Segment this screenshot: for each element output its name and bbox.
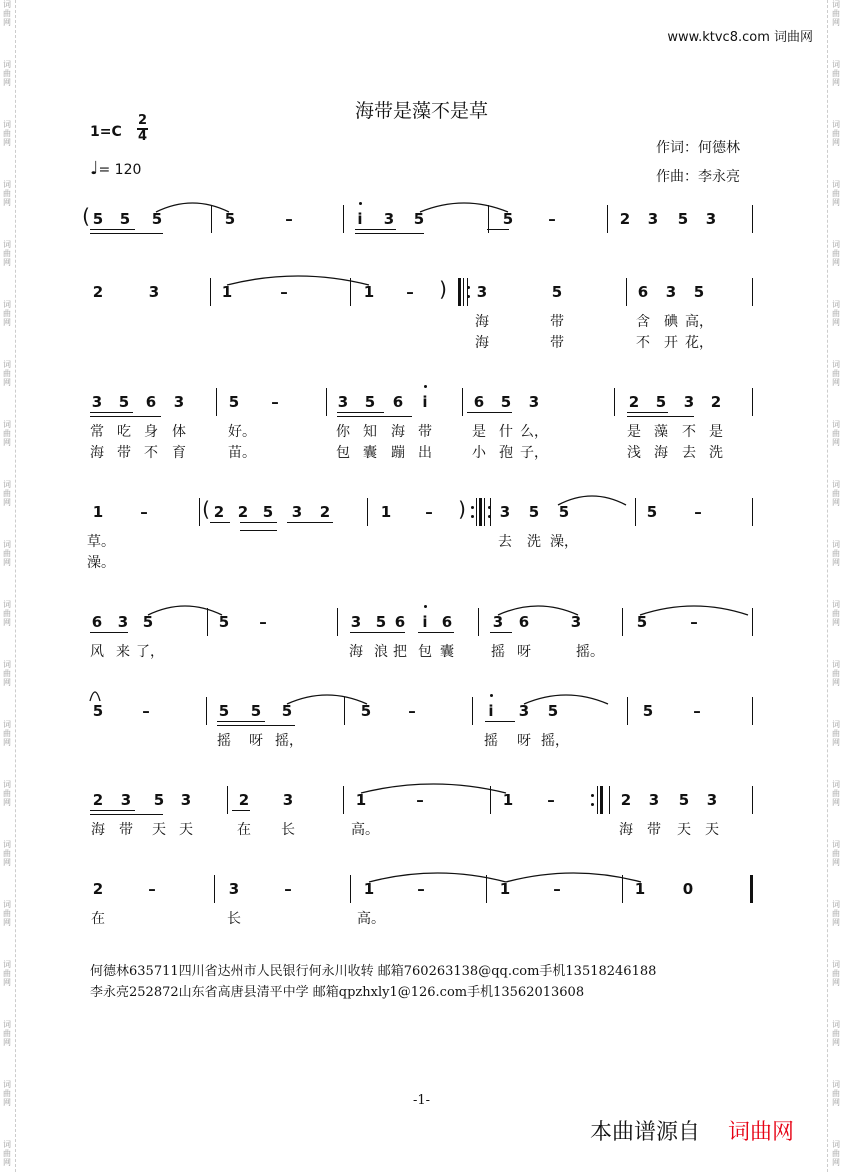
note: 5 [364, 393, 376, 411]
lyric-verse-2: 子， [520, 445, 548, 461]
note: 5 [142, 613, 154, 631]
time-bottom: 4 [137, 129, 148, 144]
lyric-verse-2: 出 [418, 445, 432, 461]
watermark-mark: 词 曲 网 [832, 120, 840, 147]
quarter-note-icon: ♩ [90, 158, 99, 179]
lyric-verse-2: 不 [636, 335, 650, 351]
lyric-verse-1: 天 [705, 822, 719, 838]
note: 6 [392, 393, 404, 411]
watermark-mark: 词 曲 网 [832, 960, 840, 987]
note: 5 [375, 613, 387, 631]
note: 1 [380, 503, 392, 521]
lyricist: 作词：何德林 [656, 140, 740, 156]
note: 5 [92, 210, 104, 228]
watermark-mark: 词 曲 网 [3, 960, 11, 987]
note: 5 [92, 702, 104, 720]
note: 1 [499, 880, 511, 898]
note: – [284, 880, 292, 898]
lyric-verse-1: 长 [227, 911, 241, 927]
note: – [259, 613, 267, 631]
watermark-mark: 词 曲 网 [3, 780, 11, 807]
lyric-verse-1: 藻 [654, 424, 668, 440]
key-signature: 1=C [90, 124, 122, 140]
note: 6 [91, 613, 103, 631]
note: 5 [502, 210, 514, 228]
lyric-verse-1: 是 [709, 424, 723, 440]
note: 5 [678, 791, 690, 809]
song-title: 海带是藻不是草 [354, 100, 488, 122]
lyric-verse-1: 海 [619, 822, 633, 838]
watermark-mark: 词 曲 网 [832, 300, 840, 327]
lyric-verse-1: 高， [685, 314, 713, 330]
note: – [406, 283, 414, 301]
note: – [417, 880, 425, 898]
lyric-verse-1: 海 [91, 822, 105, 838]
lyric-verse-2: 小 [472, 445, 486, 461]
note: 1 [363, 880, 375, 898]
note: ) [458, 497, 466, 521]
lyric-verse-1: 吃 [117, 424, 131, 440]
lyric-verse-1: 碘 [664, 314, 678, 330]
note: 5 [250, 702, 262, 720]
watermark-mark: 词 曲 网 [832, 1020, 840, 1047]
note: – [416, 791, 424, 809]
note: 5 [677, 210, 689, 228]
note: 3 [180, 791, 192, 809]
slur [90, 692, 100, 701]
lyric-verse-2: 澡。 [87, 555, 115, 571]
watermark-mark: 词 曲 网 [3, 540, 11, 567]
site-url: www.ktvc8.com 词曲网 [667, 30, 813, 45]
note: i [422, 613, 428, 631]
lyric-verse-2: 花， [685, 335, 713, 351]
note: 3 [665, 283, 677, 301]
lyric-verse-1: 带 [119, 822, 133, 838]
lyric-verse-1: 包 [418, 644, 432, 660]
note: ( [82, 204, 90, 228]
watermark-mark: 词 曲 网 [832, 0, 840, 27]
lyric-verse-1: 呀 [517, 644, 531, 660]
note: 3 [91, 393, 103, 411]
lyric-verse-1: 摇， [275, 733, 303, 749]
slur [640, 606, 748, 615]
lyric-verse-2: 海 [475, 335, 489, 351]
note: 5 [218, 613, 230, 631]
note: 3 [173, 393, 185, 411]
note: – [547, 791, 555, 809]
note: 5 [693, 283, 705, 301]
note: 6 [518, 613, 530, 631]
lyric-verse-1: 把 [393, 644, 407, 660]
note: 5 [528, 503, 540, 521]
lyric-verse-2: 去 [682, 445, 696, 461]
note: – [694, 503, 702, 521]
lyric-verse-1: 澡， [550, 534, 578, 550]
lyric-verse-1: 呀 [517, 733, 531, 749]
slur [287, 695, 367, 704]
note: 6 [637, 283, 649, 301]
note: – [693, 702, 701, 720]
watermark-mark: 词 曲 网 [832, 780, 840, 807]
lyric-verse-1: 含 [636, 314, 650, 330]
note: – [271, 393, 279, 411]
lyric-verse-1: 囊 [440, 644, 454, 660]
note: 1 [355, 791, 367, 809]
note: 1 [363, 283, 375, 301]
note: 0 [682, 880, 694, 898]
note: 5 [646, 503, 658, 521]
time-top: 2 [137, 113, 148, 128]
slur [361, 784, 506, 793]
note: 6 [394, 613, 406, 631]
note: 5 [642, 702, 654, 720]
note: ) [439, 277, 447, 301]
slur [420, 203, 508, 212]
watermark-mark: 词 曲 网 [3, 1140, 11, 1167]
note: 6 [145, 393, 157, 411]
note: 2 [619, 210, 631, 228]
note: – [408, 702, 416, 720]
lyric-verse-1: 摇 [484, 733, 498, 749]
watermark-mark: 词 曲 网 [832, 900, 840, 927]
note: 3 [492, 613, 504, 631]
lyric-verse-2: 开 [664, 335, 678, 351]
slur [558, 496, 626, 505]
note: 2 [238, 791, 250, 809]
watermark-mark: 词 曲 网 [832, 420, 840, 447]
note: 3 [291, 503, 303, 521]
note: 3 [705, 210, 717, 228]
note: 5 [558, 503, 570, 521]
lyric-verse-2: 苗。 [228, 445, 256, 461]
note: 5 [262, 503, 274, 521]
note: – [142, 702, 150, 720]
note: ( [202, 497, 210, 521]
note: 2 [319, 503, 331, 521]
watermark-mark: 词 曲 网 [3, 600, 11, 627]
lyric-verse-2: 海 [90, 445, 104, 461]
lyric-verse-2: 带 [117, 445, 131, 461]
note: 3 [337, 393, 349, 411]
note: 2 [92, 791, 104, 809]
note: 3 [683, 393, 695, 411]
slur [369, 873, 506, 882]
watermark-mark: 词 曲 网 [3, 420, 11, 447]
note: 2 [710, 393, 722, 411]
lyric-verse-1: 不 [682, 424, 696, 440]
lyric-verse-1: 呀 [249, 733, 263, 749]
watermark-mark: 词 曲 网 [3, 240, 11, 267]
lyric-verse-2: 孢 [499, 445, 513, 461]
slur [506, 873, 641, 882]
lyric-verse-2: 浅 [627, 445, 641, 461]
lyric-verse-1: 么， [520, 424, 548, 440]
note: 1 [634, 880, 646, 898]
note: i [357, 210, 363, 228]
note: 5 [551, 283, 563, 301]
lyric-verse-2: 海 [654, 445, 668, 461]
note: 5 [151, 210, 163, 228]
note: 3 [570, 613, 582, 631]
slur [498, 606, 578, 615]
note: 5 [228, 393, 240, 411]
lyric-verse-1: 天 [677, 822, 691, 838]
watermark-mark: 词 曲 网 [832, 1080, 840, 1107]
lyric-verse-1: 摇 [491, 644, 505, 660]
lyric-verse-1: 了， [136, 644, 164, 660]
lyric-verse-1: 来 [116, 644, 130, 660]
watermark-mark: 词 曲 网 [3, 120, 11, 147]
note: 2 [620, 791, 632, 809]
lyric-verse-1: 海 [391, 424, 405, 440]
note: i [422, 393, 428, 411]
lyric-verse-1: 带 [647, 822, 661, 838]
lyric-verse-1: 高。 [351, 822, 379, 838]
note: 5 [218, 702, 230, 720]
note: 5 [547, 702, 559, 720]
watermark-mark: 词 曲 网 [3, 720, 11, 747]
note: 5 [360, 702, 372, 720]
note: 2 [92, 283, 104, 301]
lyric-verse-1: 去 [498, 534, 512, 550]
note: 2 [92, 880, 104, 898]
lyric-verse-2: 育 [172, 445, 186, 461]
lyric-verse-2: 洗 [709, 445, 723, 461]
note: 5 [636, 613, 648, 631]
note: 3 [383, 210, 395, 228]
watermark-mark: 词 曲 网 [3, 300, 11, 327]
lyric-verse-1: 在 [91, 911, 105, 927]
note: 3 [148, 283, 160, 301]
note: 1 [92, 503, 104, 521]
note: – [285, 210, 293, 228]
watermark-mark: 词 曲 网 [832, 840, 840, 867]
note: 3 [120, 791, 132, 809]
note: 3 [648, 791, 660, 809]
note: 2 [628, 393, 640, 411]
note: 1 [502, 791, 514, 809]
note: 2 [237, 503, 249, 521]
note: 5 [119, 210, 131, 228]
watermark-mark: 词 曲 网 [832, 540, 840, 567]
watermark-mark: 词 曲 网 [832, 600, 840, 627]
watermark-mark: 词 曲 网 [832, 60, 840, 87]
watermark-mark: 词 曲 网 [832, 720, 840, 747]
lyric-verse-1: 天 [152, 822, 166, 838]
note: 2 [213, 503, 225, 521]
watermark-mark: 词 曲 网 [832, 480, 840, 507]
source-label: 本曲谱源自 [590, 1120, 701, 1145]
lyric-verse-1: 风 [90, 644, 104, 660]
watermark-mark: 词 曲 网 [832, 180, 840, 207]
watermark-mark: 词 曲 网 [832, 360, 840, 387]
lyric-verse-1: 摇， [541, 733, 569, 749]
lyric-verse-1: 体 [172, 424, 186, 440]
note: – [280, 283, 288, 301]
watermark-mark: 词 曲 网 [3, 60, 11, 87]
watermark-mark: 词 曲 网 [3, 180, 11, 207]
note: 5 [655, 393, 667, 411]
footer-line-2: 李永亮252872山东省高唐县清平中学 邮箱qpzhxly1@126.com手机13562013608 [90, 985, 585, 1000]
lyric-verse-1: 在 [237, 822, 251, 838]
note: – [553, 880, 561, 898]
lyric-verse-1: 带 [550, 314, 564, 330]
lyric-verse-1: 什 [499, 424, 513, 440]
note: 3 [228, 880, 240, 898]
tempo-value: = 120 [98, 162, 142, 178]
lyric-verse-1: 洗 [527, 534, 541, 550]
lyric-verse-2: 蹦 [391, 445, 405, 461]
watermark-mark: 词 曲 网 [3, 360, 11, 387]
lyric-verse-2: 包 [336, 445, 350, 461]
note: – [425, 503, 433, 521]
lyric-verse-1: 是 [472, 424, 486, 440]
slur [227, 276, 369, 285]
lyric-verse-1: 好。 [228, 424, 256, 440]
lyric-verse-1: 长 [281, 822, 295, 838]
note: 3 [518, 702, 530, 720]
note: 3 [706, 791, 718, 809]
watermark-mark: 词 曲 网 [3, 660, 11, 687]
note: 3 [528, 393, 540, 411]
slur [156, 203, 229, 212]
watermark-mark: 词 曲 网 [3, 900, 11, 927]
composer: 作曲：李永亮 [656, 169, 740, 185]
watermark-mark: 词 曲 网 [3, 1020, 11, 1047]
note: 1 [221, 283, 233, 301]
note: 5 [118, 393, 130, 411]
lyric-verse-1: 摇。 [576, 644, 604, 660]
note: 3 [350, 613, 362, 631]
note: 3 [499, 503, 511, 521]
watermark-mark: 词 曲 网 [832, 660, 840, 687]
lyric-verse-1: 是 [627, 424, 641, 440]
note: 3 [476, 283, 488, 301]
page-number: -1- [412, 1093, 431, 1108]
lyric-verse-1: 天 [179, 822, 193, 838]
note: 5 [224, 210, 236, 228]
note: 3 [647, 210, 659, 228]
lyric-verse-1: 草。 [87, 534, 115, 550]
slur [148, 606, 222, 615]
lyric-verse-1: 浪 [374, 644, 388, 660]
footer-line-1: 何德林635711四川省达州市人民银行何永川收转 邮箱760263138@qq.com手机13518246188 [90, 964, 657, 979]
lyric-verse-1: 你 [336, 424, 350, 440]
lyric-verse-1: 身 [144, 424, 158, 440]
note: 6 [473, 393, 485, 411]
note: 3 [117, 613, 129, 631]
lyric-verse-1: 知 [363, 424, 377, 440]
watermark-mark: 词 曲 网 [3, 480, 11, 507]
watermark-mark: 词 曲 网 [3, 1080, 11, 1107]
watermark-mark: 词 曲 网 [832, 1140, 840, 1167]
lyric-verse-1: 海 [349, 644, 363, 660]
note: 3 [282, 791, 294, 809]
lyric-verse-1: 常 [90, 424, 104, 440]
note: – [140, 503, 148, 521]
watermark-mark: 词 曲 网 [3, 0, 11, 27]
lyric-verse-1: 摇 [217, 733, 231, 749]
lyric-verse-1: 海 [475, 314, 489, 330]
watermark-mark: 词 曲 网 [3, 840, 11, 867]
note: – [690, 613, 698, 631]
note: 5 [500, 393, 512, 411]
note: – [148, 880, 156, 898]
lyric-verse-2: 不 [144, 445, 158, 461]
note: 5 [413, 210, 425, 228]
lyric-verse-2: 囊 [363, 445, 377, 461]
lyric-verse-1: 高。 [357, 911, 385, 927]
slur [524, 695, 608, 704]
lyric-verse-1: 带 [418, 424, 432, 440]
lyric-verse-2: 带 [550, 335, 564, 351]
note: 5 [153, 791, 165, 809]
source-name: 词曲网 [728, 1120, 795, 1145]
note: i [488, 702, 494, 720]
watermark-mark: 词 曲 网 [832, 240, 840, 267]
note: – [548, 210, 556, 228]
note: 6 [441, 613, 453, 631]
note: 5 [281, 702, 293, 720]
